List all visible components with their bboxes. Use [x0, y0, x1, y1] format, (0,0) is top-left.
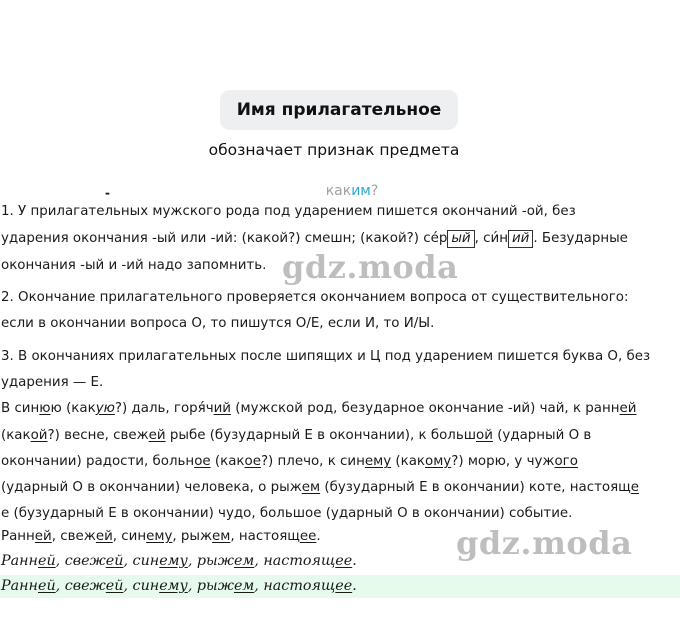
underlined-ending: ому: [425, 454, 452, 469]
text: ?) даль, горя́ч: [114, 401, 214, 416]
rule-2-line-1: 2. Окончание прилагательного проверяется окончанием вопроса от существительного:: [1, 290, 629, 305]
text: , свеж: [55, 553, 106, 569]
example-line-5: е (бузударный Е в окончании) чудо, большое (ударный О в окончании) событие.: [1, 506, 573, 521]
underlined-ending: ем: [233, 553, 255, 569]
rule-1-line-3: окончания -ый и -ий надо запомнить.: [1, 258, 267, 273]
underlined-ending: ей: [105, 578, 124, 594]
underlined-ending: ей: [37, 553, 56, 569]
text: В син: [1, 401, 40, 416]
text: , свеж: [51, 529, 96, 544]
answer-italic-highlighted: [1, 575, 357, 597]
rule-3-line-2: ударения — Е.: [1, 375, 104, 390]
underlined-ending: ей: [148, 428, 166, 443]
underlined-ending: ему: [159, 578, 188, 594]
answer-plain: [1, 526, 321, 548]
text: Ранн: [1, 578, 38, 594]
underlined-ending: е: [630, 480, 639, 495]
text: ?) плечо, к син: [260, 454, 365, 469]
rule-1-line-2: [1, 228, 628, 250]
rule-1-text: ударения окончания -ый или -ий: (какой?) смешн; (какой?) се́р: [1, 231, 448, 246]
rule-1-text: . Безударные: [533, 231, 628, 246]
page-title: Имя прилагательное: [220, 90, 458, 130]
text: (как: [391, 454, 425, 469]
text: .: [316, 529, 321, 544]
text: (мужской род, безударное окончание -ий) чай, к ранн: [231, 401, 620, 416]
text: ю (как: [50, 401, 96, 416]
underlined-ending: ое: [194, 454, 211, 469]
underlined-ending: ей: [37, 578, 56, 594]
text: .: [352, 553, 357, 569]
text: (ударный О в: [492, 428, 592, 443]
question-suffix: ?: [370, 183, 379, 199]
text: , син: [123, 553, 160, 569]
underlined-ending: ой: [476, 428, 493, 443]
ending-box-1: ый: [447, 230, 474, 248]
text: .: [352, 578, 357, 594]
subtitle: обозначает признак предмета: [208, 141, 460, 159]
underlined-ending: ий: [213, 401, 232, 416]
question-hint: [0, 183, 680, 199]
text: , свеж: [55, 578, 106, 594]
underlined-ending: ем: [233, 578, 255, 594]
underlined-ending: ой: [30, 428, 48, 443]
text: (бузударный Е в окончании) коте, настоящ: [320, 480, 631, 495]
question-prefix: как: [325, 183, 352, 199]
text: Ранн: [1, 529, 35, 544]
underlined-ending: ее: [299, 529, 317, 544]
underlined-ending: ему: [159, 553, 188, 569]
rule-2-line-2: если в окончании вопроса О, то пишутся О/Е, если И, то И/Ы.: [1, 316, 435, 331]
rule-3-line-1: 3. В окончаниях прилагательных после шипящих и Ц под ударением пишется буква О, без: [1, 349, 651, 364]
text: ?) весне, свеж: [47, 428, 149, 443]
text: (как: [210, 454, 245, 469]
example-line-2: [1, 425, 591, 447]
underlined-ending: ую: [95, 401, 115, 416]
text: рыбе (бузударный Е в окончании), к больш: [165, 428, 477, 443]
underlined-letter: ю: [39, 401, 51, 416]
text: (как: [1, 428, 31, 443]
underlined-ending: ое: [244, 454, 261, 469]
ending-box-2: ий: [508, 230, 533, 248]
text: , син: [123, 578, 160, 594]
answer-italic: [1, 550, 357, 572]
text: окончании) радости, больн: [1, 454, 195, 469]
example-line-4: [1, 477, 639, 499]
watermark: gdz.moda: [282, 248, 459, 286]
underlined-ending: ем: [301, 480, 321, 495]
question-highlight: им: [351, 183, 371, 199]
rule-1-text: , си́н: [474, 231, 508, 246]
underlined-ending: ему: [364, 454, 392, 469]
underlined-ending: ого: [554, 454, 578, 469]
underlined-ending: ем: [212, 529, 231, 544]
stray-dash: -: [105, 186, 110, 200]
rule-1-line-1: 1. У прилагательных мужского рода под ударением пишется окончаний -ой, без: [1, 204, 576, 219]
text: , рыж: [187, 553, 234, 569]
text: , рыж: [172, 529, 213, 544]
text: , рыж: [187, 578, 234, 594]
underlined-ending: ей: [619, 401, 637, 416]
example-line-3: [1, 451, 578, 473]
underlined-ending: ее: [335, 578, 353, 594]
text: (ударный О в окончании) человека, о рыж: [1, 480, 302, 495]
text: , настоящ: [254, 578, 336, 594]
example-line-1: [1, 398, 636, 420]
underlined-ending: ему: [146, 529, 173, 544]
underlined-ending: ее: [335, 553, 353, 569]
text: Ранн: [1, 553, 38, 569]
watermark: gdz.moda: [456, 524, 633, 562]
underlined-ending: ей: [95, 529, 113, 544]
text: ?) морю, у чуж: [451, 454, 555, 469]
underlined-ending: ей: [34, 529, 52, 544]
text: , настоящ: [230, 529, 300, 544]
text: , настоящ: [254, 553, 336, 569]
underlined-ending: ей: [105, 553, 124, 569]
text: , син: [112, 529, 147, 544]
